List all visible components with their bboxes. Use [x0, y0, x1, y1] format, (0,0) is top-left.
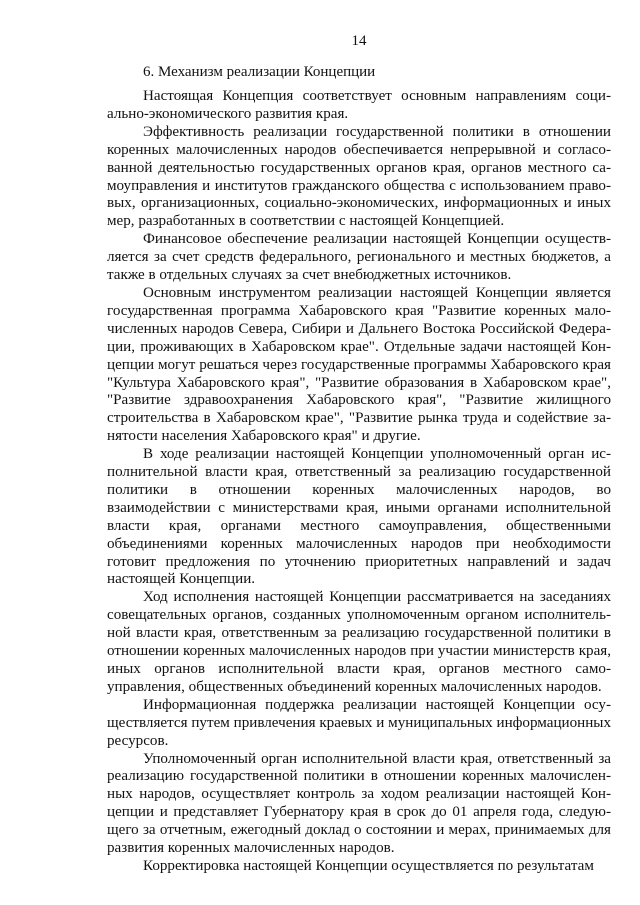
paragraph: Основным инструментом реализации настоящей Концепции является государственная программа Хабаровского края "Развитие коренных малочисленных народов Севера, Сибири и Дальнего Востока Российской Федерации, проживающих в Хабаровском крае". Отдельные задачи настоящей Концепции могут решаться через государственные программы Хабаровского края "Культура Хабаровского края", "Развитие образования в Хабаровском крае", "Развитие здравоохранения Хабаровского края", "Развитие жилищного строительства в Хабаровском крае", "Развитие рынка труда и содействие занятости населения Хабаровского края" и другие. [107, 284, 611, 445]
paragraph: Информационная поддержка реализации настоящей Концепции осуществляется путем привлечения краевых и муниципальных информационных ресурсов. [107, 696, 611, 749]
section-heading: 6. Механизм реализации Концепции [143, 64, 376, 80]
paragraph: Корректировка настоящей Концепции осуществляется по результатам [143, 857, 594, 874]
paragraph: Ход исполнения настоящей Концепции рассматривается на заседаниях совещательных органов, созданных уполномоченным органом исполнительной власти края, ответственным за реализацию государственной политики в отношении коренных малочисленных народов при участии министерств края, иных органов исполнительной власти края, органов местного самоуправления, общественных объединений коренных малочисленных народов. [107, 589, 611, 695]
paragraph: Настоящая Концепция соответствует основным направлениям социально-экономического развития края. [107, 88, 611, 122]
paragraph: Уполномоченный орган исполнительной власти края, ответственный за реализацию государственной политики в отношении коренных малочисленных народов, осуществляет контроль за ходом реализации настоящей Концепции и представляет Губернатору края в срок до 01 апреля года, следующего за отчетным, ежегодный доклад о состоянии и мерах, принимаемых для развития коренных малочисленных народов. [107, 750, 611, 857]
body-text [107, 88, 611, 876]
paragraph: Эффективность реализации государственной политики в отношении коренных малочисленных народов обеспечивается непрерывной и согласованной деятельностью государственных органов края, органов местного самоуправления и институтов гражданского общества с использованием правовых, организационных, социально-экономических, информационных и иных мер, разработанных в соответствии с настоящей Концепцией. [107, 123, 611, 230]
paragraph: В ходе реализации настоящей Концепции уполномоченный орган исполнительной власти края, ответственный за реализацию государственной политики в отношении коренных малочисленных народов, во взаимодействии с министерствами края, иными органами исполнительной власти края, органами местного самоуправления, общественными объединениями коренных малочисленных народов при необходимости готовит предложения по уточнению приоритетных направлений и задач настоящей Концепции. [107, 446, 611, 588]
page-number: 14 [351, 33, 367, 49]
paragraph: Финансовое обеспечение реализации настоящей Концепции осуществляется за счет средств федерального, регионального и местных бюджетов, а также в отдельных случаях за счет внебюджетных источников. [107, 231, 611, 284]
